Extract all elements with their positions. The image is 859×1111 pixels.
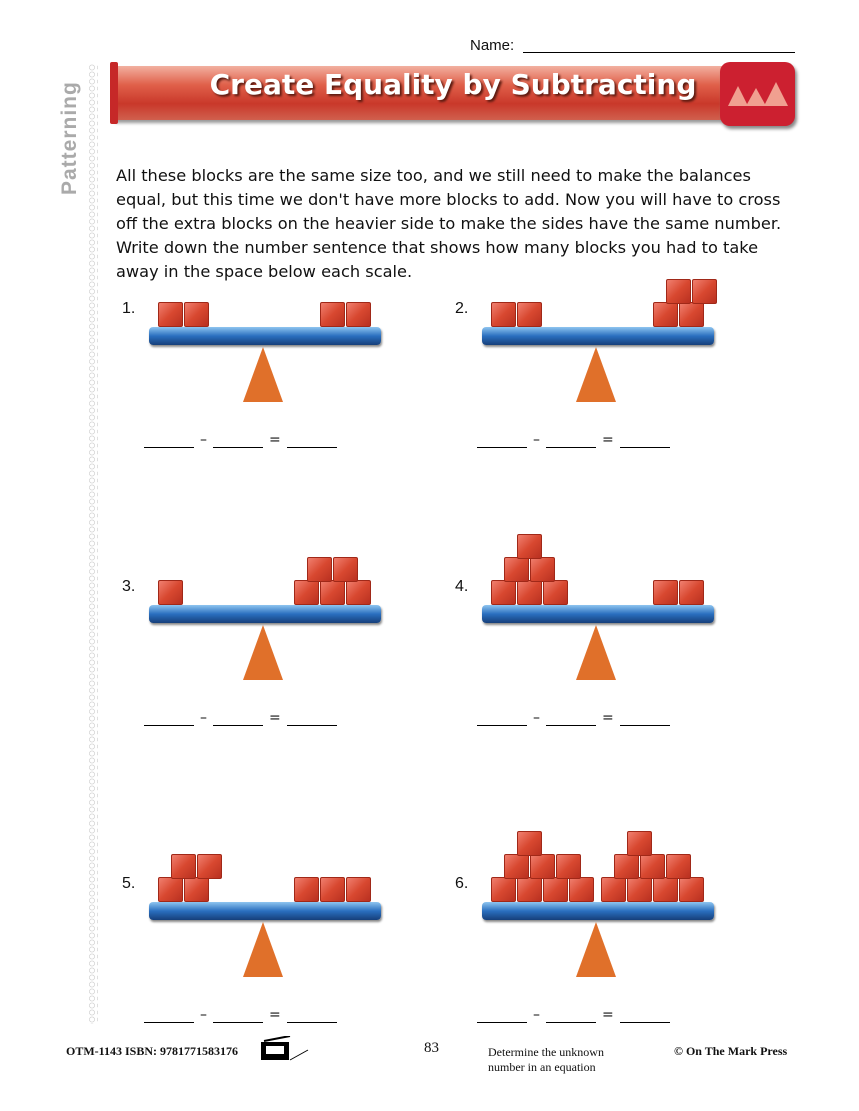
answer-blank-1[interactable]: [144, 434, 194, 448]
right-block[interactable]: [653, 302, 678, 327]
minus-sign: –: [533, 432, 540, 448]
answer-blank-1[interactable]: [477, 434, 527, 448]
minus-sign: –: [200, 432, 207, 448]
footer-code: OTM-1143 ISBN: 9781771583176: [66, 1044, 239, 1058]
equals-sign: =: [602, 432, 614, 448]
left-block[interactable]: [491, 580, 516, 605]
answer-blank-3[interactable]: [620, 434, 670, 448]
fulcrum: [243, 922, 283, 977]
problem-number: 3.: [122, 578, 136, 595]
answer-blank-1[interactable]: [144, 1009, 194, 1023]
left-block[interactable]: [517, 877, 542, 902]
number-sentence: [477, 432, 670, 448]
problem-3: [122, 578, 422, 778]
right-block[interactable]: [692, 279, 717, 304]
right-block[interactable]: [653, 877, 678, 902]
copyright: © On The Mark Press: [674, 1044, 788, 1058]
right-block[interactable]: [307, 557, 332, 582]
right-block[interactable]: [346, 877, 371, 902]
number-sentence: [477, 1007, 670, 1023]
number-sentence: [144, 432, 337, 448]
name-field[interactable]: [523, 52, 795, 53]
right-block[interactable]: [679, 302, 704, 327]
left-block[interactable]: [517, 302, 542, 327]
right-block[interactable]: [679, 877, 704, 902]
problem-1: [122, 300, 422, 500]
answer-blank-3[interactable]: [287, 712, 337, 726]
right-block[interactable]: [640, 854, 665, 879]
right-block[interactable]: [627, 831, 652, 856]
answer-blank-2[interactable]: [546, 1009, 596, 1023]
answer-blank-2[interactable]: [546, 712, 596, 726]
right-block[interactable]: [601, 877, 626, 902]
page-title: Create Equality by Subtracting: [209, 68, 697, 101]
minus-sign: –: [200, 710, 207, 726]
page-number: 83: [424, 1040, 439, 1056]
fulcrum: [576, 922, 616, 977]
right-block[interactable]: [679, 580, 704, 605]
right-block[interactable]: [666, 854, 691, 879]
right-block[interactable]: [320, 302, 345, 327]
fulcrum: [243, 347, 283, 402]
left-block[interactable]: [543, 580, 568, 605]
problem-4: [455, 578, 755, 778]
minus-sign: –: [533, 710, 540, 726]
objective-line-2: number in an equation: [488, 1060, 596, 1074]
left-block[interactable]: [517, 831, 542, 856]
balance-beam: [149, 605, 381, 623]
left-block[interactable]: [504, 557, 529, 582]
left-block[interactable]: [504, 854, 529, 879]
answer-blank-2[interactable]: [546, 434, 596, 448]
left-block[interactable]: [158, 302, 183, 327]
left-block[interactable]: [491, 302, 516, 327]
right-block[interactable]: [627, 877, 652, 902]
side-pattern-border: [88, 64, 98, 1024]
right-block[interactable]: [346, 302, 371, 327]
left-block[interactable]: [171, 854, 196, 879]
balance-beam: [482, 605, 714, 623]
answer-blank-1[interactable]: [144, 712, 194, 726]
equals-sign: =: [602, 710, 614, 726]
answer-blank-3[interactable]: [287, 434, 337, 448]
balance-beam: [482, 902, 714, 920]
fulcrum: [576, 347, 616, 402]
balance-beam: [149, 327, 381, 345]
left-block[interactable]: [184, 877, 209, 902]
problem-number: 2.: [455, 300, 469, 317]
right-block[interactable]: [614, 854, 639, 879]
answer-blank-1[interactable]: [477, 712, 527, 726]
balance-beam: [482, 327, 714, 345]
number-sentence: [144, 1007, 337, 1023]
left-block[interactable]: [530, 557, 555, 582]
left-block[interactable]: [491, 877, 516, 902]
right-block[interactable]: [320, 877, 345, 902]
balance-beam: [149, 902, 381, 920]
problem-number: 1.: [122, 300, 136, 317]
right-block[interactable]: [666, 279, 691, 304]
left-block[interactable]: [158, 580, 183, 605]
right-block[interactable]: [294, 580, 319, 605]
right-block[interactable]: [653, 580, 678, 605]
objective-line-1: Determine the unknown: [488, 1045, 604, 1059]
instructions: All these blocks are the same size too, and we still need to make the balances equal, but this time we don't have more blocks to add. Now you will have to cross off the extra blocks on the heavier side to make the sides have the same number. Write down the number sentence that shows how many blocks you had to take away in the space below each scale.: [116, 166, 782, 281]
problem-number: 5.: [122, 875, 136, 892]
answer-blank-3[interactable]: [620, 712, 670, 726]
answer-blank-2[interactable]: [213, 1009, 263, 1023]
problem-number: 6.: [455, 875, 469, 892]
minus-sign: –: [200, 1007, 207, 1023]
equals-sign: =: [269, 432, 281, 448]
right-block[interactable]: [333, 557, 358, 582]
number-sentence: [144, 710, 337, 726]
left-block[interactable]: [543, 877, 568, 902]
left-block[interactable]: [197, 854, 222, 879]
answer-blank-3[interactable]: [287, 1009, 337, 1023]
right-block[interactable]: [294, 877, 319, 902]
name-label: Name:: [470, 37, 515, 54]
answer-blank-2[interactable]: [213, 434, 263, 448]
left-block[interactable]: [569, 877, 594, 902]
equals-sign: =: [269, 710, 281, 726]
right-block[interactable]: [320, 580, 345, 605]
answer-blank-2[interactable]: [213, 712, 263, 726]
answer-blank-3[interactable]: [620, 1009, 670, 1023]
right-block[interactable]: [346, 580, 371, 605]
fulcrum: [243, 625, 283, 680]
copier-icon: [260, 1036, 312, 1062]
left-block[interactable]: [556, 854, 581, 879]
equals-sign: =: [269, 1007, 281, 1023]
minus-sign: –: [533, 1007, 540, 1023]
answer-blank-1[interactable]: [477, 1009, 527, 1023]
fulcrum: [576, 625, 616, 680]
problem-number: 4.: [455, 578, 469, 595]
section-label: Patterning: [58, 81, 81, 195]
left-block[interactable]: [517, 534, 542, 559]
number-sentence: [477, 710, 670, 726]
left-block[interactable]: [517, 580, 542, 605]
left-block[interactable]: [184, 302, 209, 327]
equals-sign: =: [602, 1007, 614, 1023]
left-block[interactable]: [158, 877, 183, 902]
left-block[interactable]: [530, 854, 555, 879]
problem-2: [455, 300, 755, 500]
